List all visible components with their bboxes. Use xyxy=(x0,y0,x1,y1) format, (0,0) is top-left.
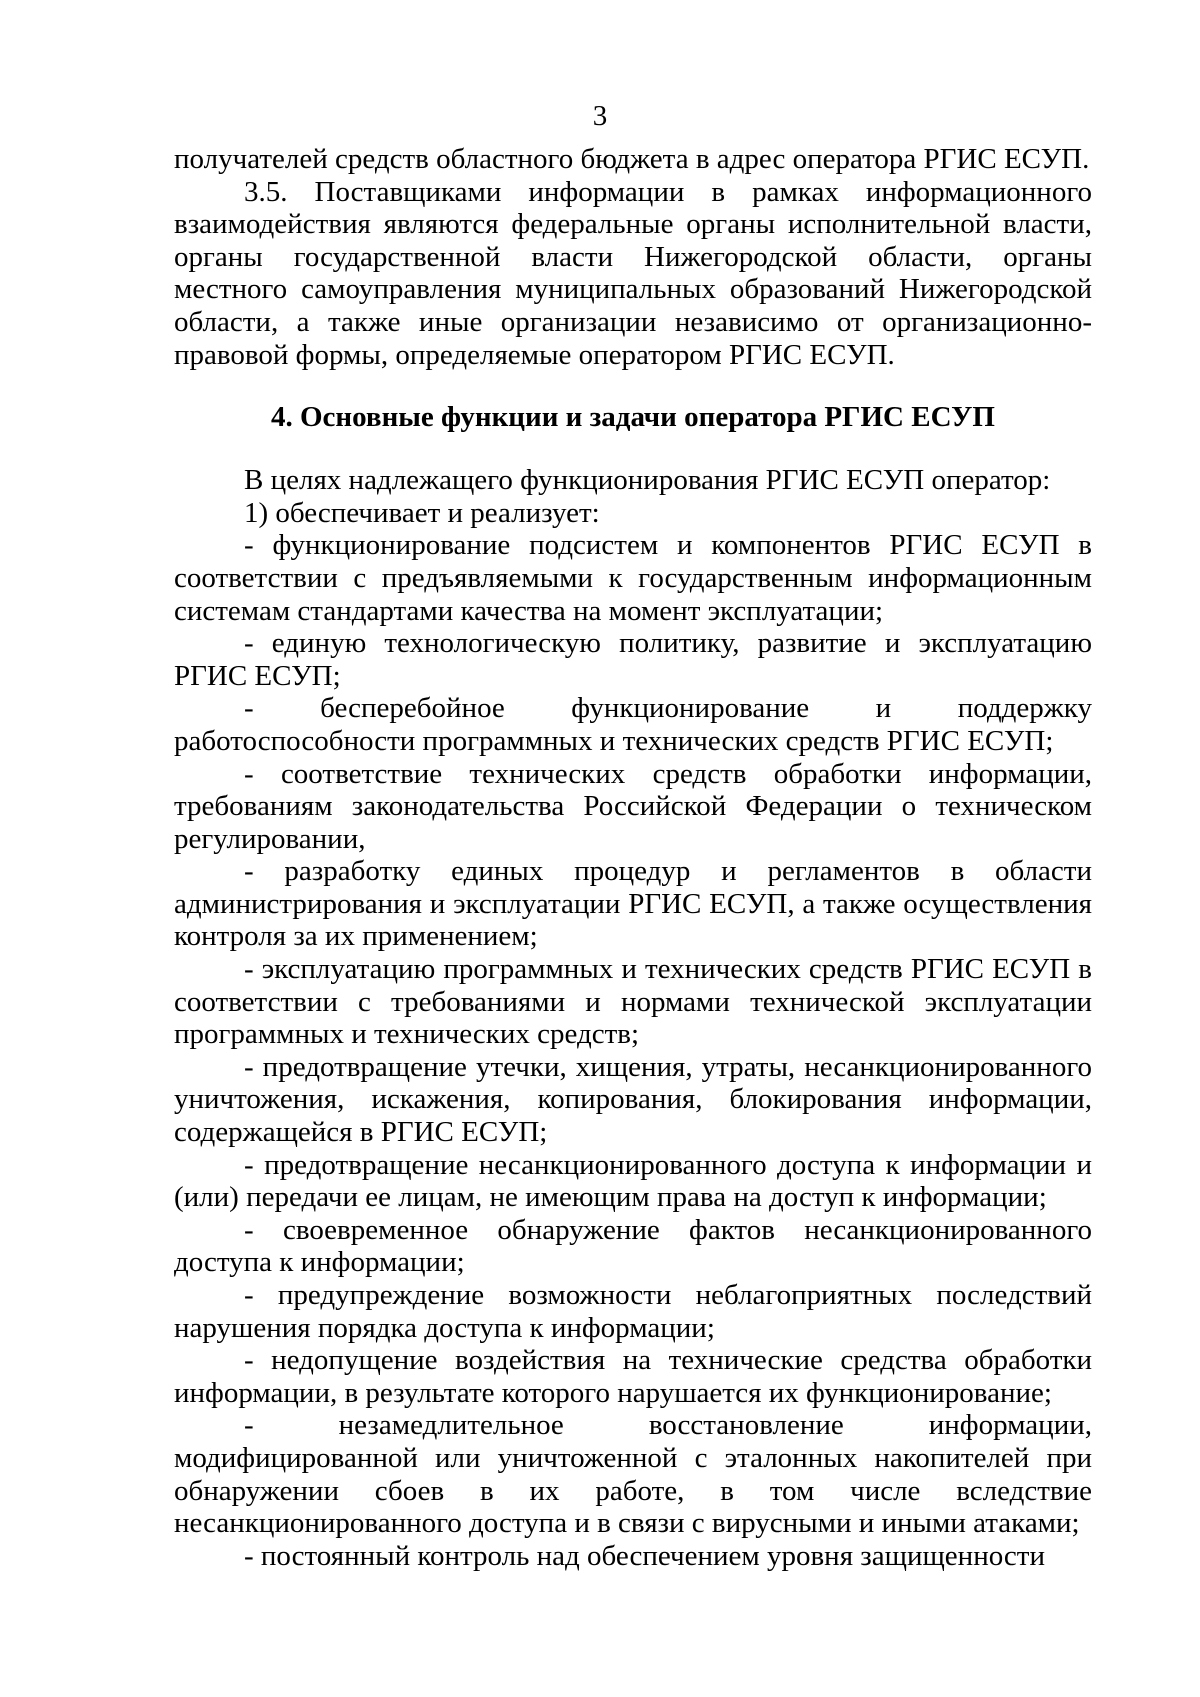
bullet-item: - бесперебойное функционирование и поддержку работоспособности программных и технических средств РГИС ЕСУП; xyxy=(174,692,1092,757)
bullet-item: - предупреждение возможности неблагоприятных последствий нарушения порядка доступа к информации; xyxy=(174,1279,1092,1344)
bullet-item: - предотвращение утечки, хищения, утраты, несанкционированного уничтожения, искажения, копирования, блокирования информации, содержащейся в РГИС ЕСУП; xyxy=(174,1050,1092,1149)
bullet-item: - постоянный контроль над обеспечением уровня защищенности xyxy=(244,1539,1045,1572)
document-body xyxy=(174,143,1092,1572)
bullet-item: - единую технологическую политику, развитие и эксплуатацию РГИС ЕСУП; xyxy=(174,627,1092,692)
paragraph-intro: В целях надлежащего функционирования РГИС ЕСУП оператор: xyxy=(244,464,1051,497)
bullet-item: - своевременное обнаружение фактов несанкционированного доступа к информации; xyxy=(174,1213,1092,1279)
bullet-item: - предотвращение несанкционированного доступа к информации и (или) передачи ее лицам, не имеющим права на доступ к информации; xyxy=(174,1148,1092,1214)
page-number: 3 xyxy=(592,100,608,132)
paragraph-continuation: получателей средств областного бюджета в адрес оператора РГИС ЕСУП. xyxy=(174,143,1090,175)
bullet-item: - эксплуатацию программных и технических средств РГИС ЕСУП в соответствии с требованиями и нормами технической эксплуатации программных и технических средств; xyxy=(174,953,1092,1051)
bullet-item: - разработку единых процедур и регламентов в области администрирования и эксплуатации РГИС ЕСУП, а также осуществления контроля за их применением; xyxy=(174,855,1092,953)
paragraph-3-5: 3.5. Поставщиками информации в рамках информационного взаимодействия являются федеральные органы исполнительной власти, органы государственной власти Нижегородской области, органы местного самоуправления муниципальных образований Нижегородской области, а также иные организации независимо от организационно-правовой формы, определяемые оператором РГИС ЕСУП. xyxy=(174,175,1092,371)
bullet-item: - функционирование подсистем и компонентов РГИС ЕСУП в соответствии с предъявляемыми к государственным информационным системам стандартами качества на момент эксплуатации; xyxy=(174,529,1092,627)
bullet-item: - незамедлительное восстановление информации, модифицированной или уничтоженной с эталонных накопителей при обнаружении сбоев в их работе, в том числе вследствие несанкционированного доступа и в связи с вирусными и иными атаками; xyxy=(174,1409,1092,1540)
bullet-item: - соответствие технических средств обработки информации, требованиям законодательства Российской Федерации о техническом регулировании, xyxy=(174,757,1092,855)
bullet-item: - недопущение воздействия на технические средства обработки информации, в результате которого нарушается их функционирование; xyxy=(174,1344,1092,1409)
section-heading: 4. Основные функции и задачи оператора РГИС ЕСУП xyxy=(271,401,995,434)
list-item-1: 1) обеспечивает и реализует: xyxy=(244,496,600,529)
